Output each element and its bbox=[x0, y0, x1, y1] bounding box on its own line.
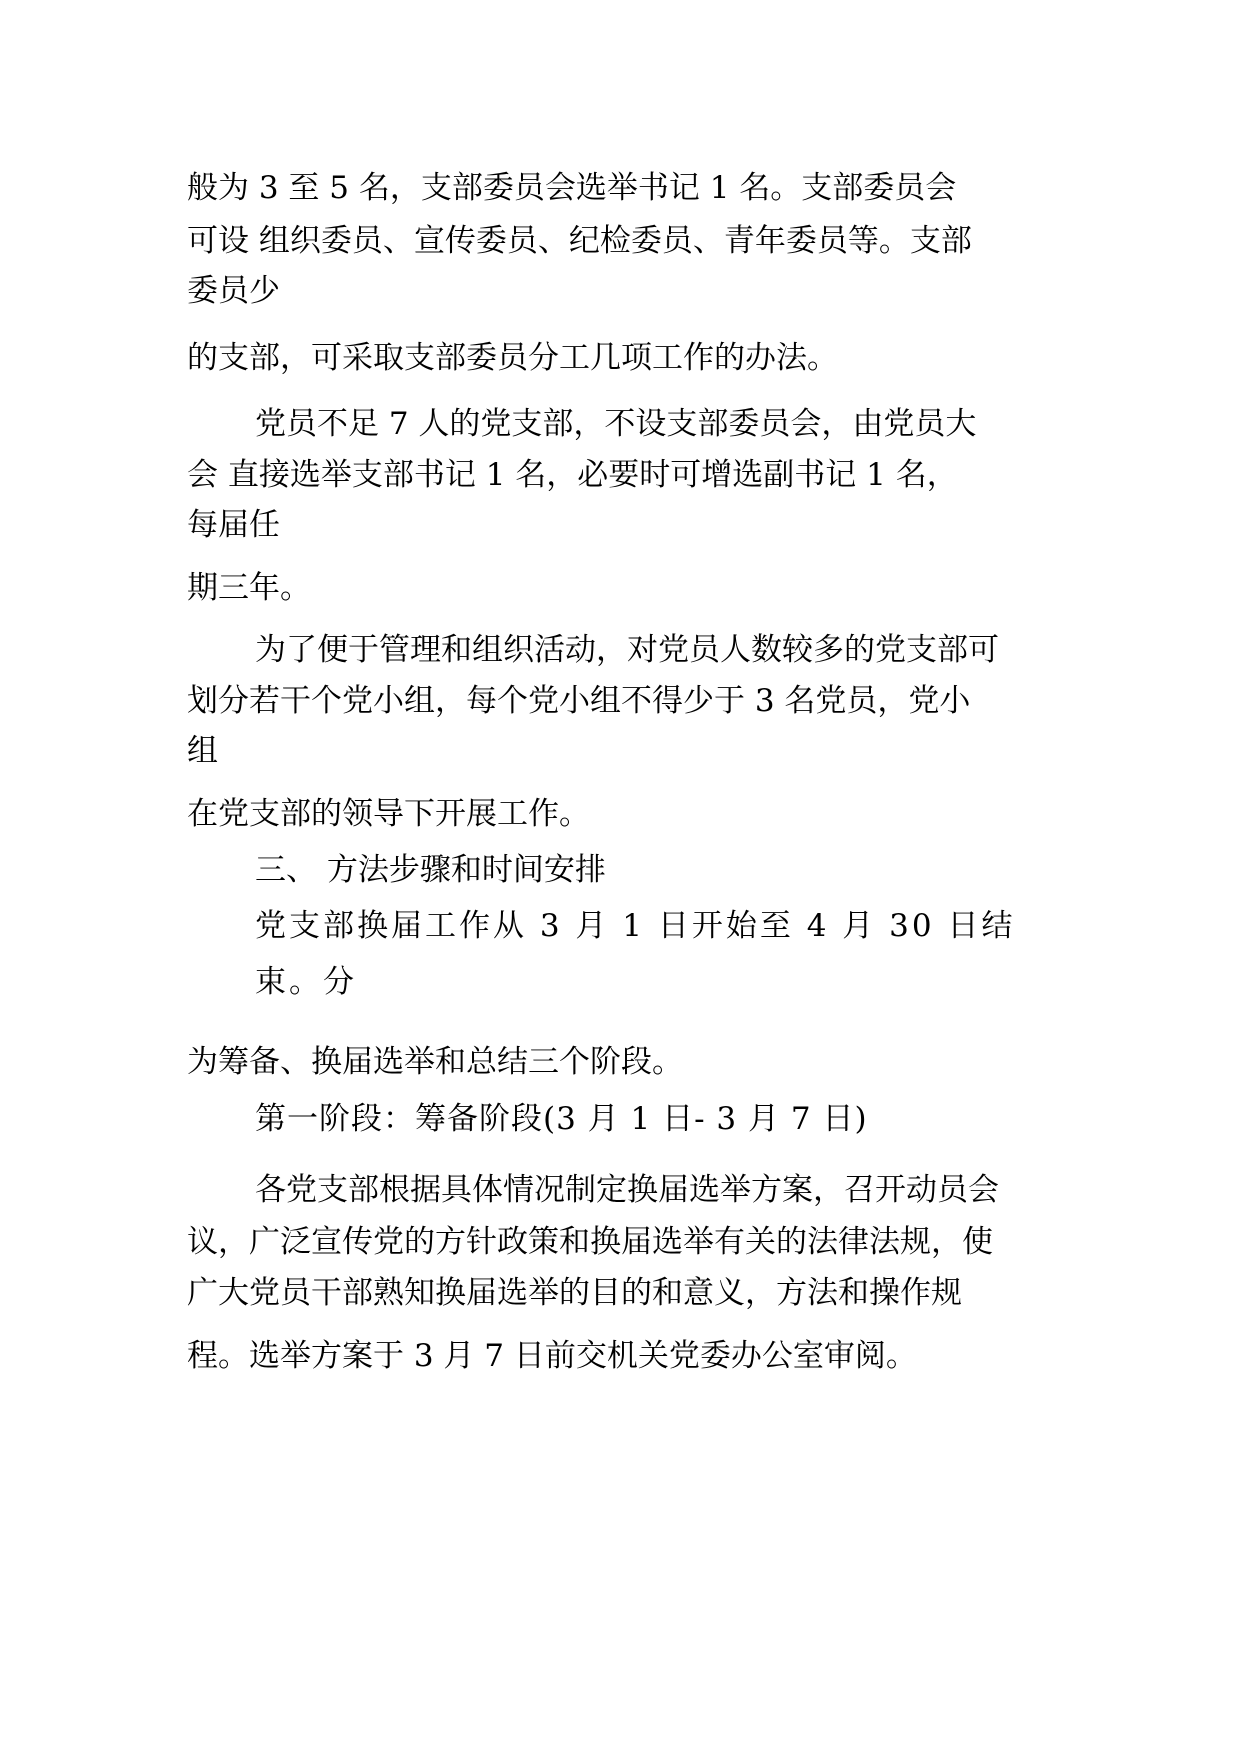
text-line-10: 划分若干个党小组，每个党小组不得少于 3 名党员，党小 bbox=[187, 683, 971, 719]
text-line-6: 会 直接选举支部书记 1 名，必要时可增选副书记 1 名， bbox=[187, 457, 958, 493]
text-line-9: 为了便于管理和组织活动，对党员人数较多的党支部可 bbox=[255, 632, 999, 668]
text-line-12: 在党支部的领导下开展工作。 bbox=[187, 796, 590, 832]
text-line-18: 各党支部根据具体情况制定换届选举方案，召开动员会 bbox=[255, 1172, 999, 1208]
text-line-15: 束。分 bbox=[255, 964, 357, 1000]
text-line-4: 的支部，可采取支部委员分工几项工作的办法。 bbox=[187, 340, 838, 376]
text-line-7: 每届任 bbox=[187, 507, 280, 543]
text-line-19: 议，广泛宣传党的方针政策和换届选举有关的法律法规，使 bbox=[187, 1224, 993, 1260]
stage-heading: 第一阶段：筹备阶段(3 月 1 日- 3 月 7 日) bbox=[255, 1101, 868, 1137]
text-line-3: 委员少 bbox=[187, 273, 280, 309]
text-line-14: 党支部换届工作从 3 月 1 日开始至 4 月 30 日结 bbox=[255, 908, 1016, 944]
text-line-16: 为筹备、换届选举和总结三个阶段。 bbox=[187, 1044, 683, 1080]
text-line-11: 组 bbox=[187, 733, 218, 769]
text-line-8: 期三年。 bbox=[187, 570, 311, 606]
text-line-5: 党员不足 7 人的党支部，不设支部委员会，由党员大 bbox=[255, 406, 977, 442]
text-line-20: 广大党员干部熟知换届选举的目的和意义，方法和操作规 bbox=[187, 1275, 962, 1311]
text-line-21: 程。选举方案于 3 月 7 日前交机关党委办公室审阅。 bbox=[187, 1338, 917, 1374]
text-line-2: 可设 组织委员、宣传委员、纪检委员、青年委员等。支部 bbox=[187, 223, 972, 259]
section-heading: 三、 方法步骤和时间安排 bbox=[255, 852, 606, 888]
text-line-1: 般为 3 至 5 名，支部委员会选举书记 1 名。支部委员会 bbox=[187, 170, 957, 206]
